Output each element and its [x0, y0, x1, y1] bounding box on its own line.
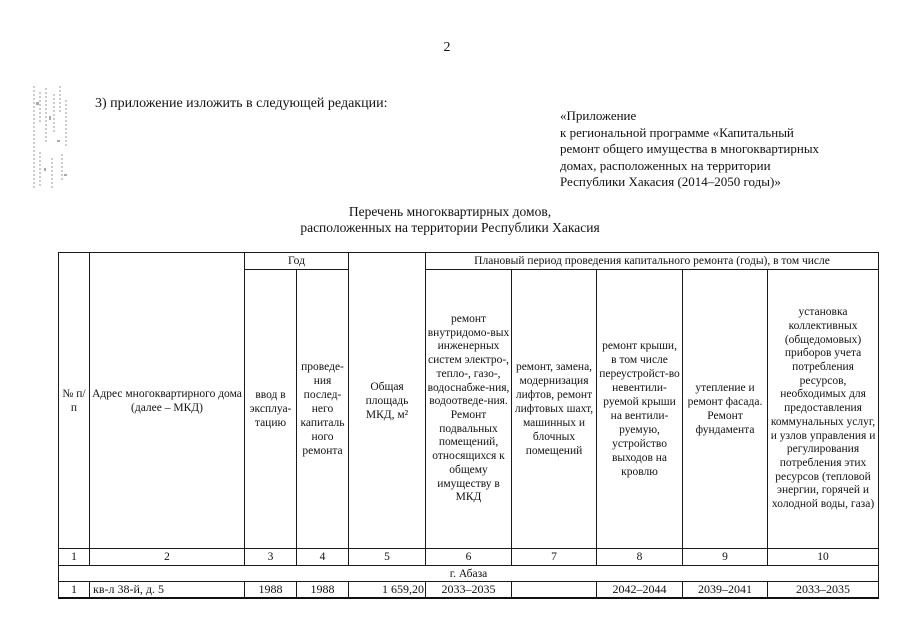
- list-title-line: Перечень многоквартирных домов,: [348, 204, 552, 219]
- column-number: 7: [512, 549, 597, 566]
- column-number: 1: [59, 549, 90, 566]
- appendix-header-line: к региональной программе «Капитальный: [560, 124, 794, 140]
- row-meters: 2033–2035: [768, 582, 879, 598]
- row-area: 1 659,20: [349, 582, 426, 598]
- column-number: 10: [768, 549, 879, 566]
- row-facade: 2039–2041: [683, 582, 768, 598]
- appendix-header-line: ремонт общего имущества в многоквартирных: [560, 141, 820, 156]
- column-number: 5: [349, 549, 426, 566]
- page-number: 2: [443, 40, 451, 55]
- intro-text: 3) приложение изложить в следующей редакции:: [95, 96, 388, 111]
- list-title-line: расположенных на территории Республики Хакасия: [300, 220, 600, 235]
- appendix-header: [560, 108, 890, 191]
- row-address: кв-л 38-й, д. 5: [90, 582, 245, 598]
- header-plan-group: Плановый период проведения капитального ремонта (годы), в том числе: [426, 253, 879, 270]
- row-year-last-repair: 1988: [297, 582, 349, 598]
- appendix-header-line: домах, расположенных на территории: [560, 157, 771, 173]
- column-number: 6: [426, 549, 512, 566]
- row-year-commissioning: 1988: [245, 582, 297, 598]
- header-num: № п/п: [59, 253, 90, 549]
- column-number: 3: [245, 549, 297, 566]
- column-number: 8: [597, 549, 683, 566]
- header-area: Общая площадь МКД, м²: [349, 253, 426, 549]
- header-address: Адрес многоквартирного дома (далее – МКД): [90, 253, 245, 549]
- header-elevators: ремонт, замена, модернизация лифтов, ремонт лифтовых шахт, машинных и блочных помещений: [512, 270, 597, 549]
- header-year-commissioning: ввод в эксплуа-тацию: [245, 270, 297, 549]
- header-year-last-repair: проведе-ния послед-него капиталь ного ремонта: [297, 270, 349, 549]
- column-number: 4: [297, 549, 349, 566]
- row-num: 1: [59, 582, 90, 598]
- list-title: [200, 204, 700, 236]
- table-row: [59, 582, 879, 598]
- row-engineering: 2033–2035: [426, 582, 512, 598]
- row-roof: 2042–2044: [597, 582, 683, 598]
- header-year-group: Год: [245, 253, 349, 270]
- housing-table: [58, 252, 879, 599]
- column-number: 2: [90, 549, 245, 566]
- header-facade: утепление и ремонт фасада. Ремонт фундамента: [683, 270, 768, 549]
- header-meters: установка коллективных (общедомовых) приборов учета потребления ресурсов, необходимых для предоставления коммунальных услуг, и узлов управления и регулирования потребления этих ресурсов (тепловой энергии, горячей и холодной воды, газа): [768, 270, 879, 549]
- appendix-header-line: Республики Хакасия (2014–2050 годы)»: [560, 174, 781, 189]
- header-engineering-systems: ремонт внутридомо-вых инженерных систем электро-, тепло-, газо-, водоснабже-ния, водоотведе-ния. Ремонт подвальных помещений, относящихся к общему имуществу в МКД: [426, 270, 512, 549]
- margin-stamp-mark: [30, 82, 72, 194]
- city-heading: г. Абаза: [59, 566, 879, 582]
- row-elevators: [512, 582, 597, 598]
- header-roof: ремонт крыши, в том числе переустройст-во невентили-руемой крыши на вентили-руемую, устройство выходов на кровлю: [597, 270, 683, 549]
- column-number: 9: [683, 549, 768, 566]
- appendix-header-line: «Приложение: [560, 108, 637, 123]
